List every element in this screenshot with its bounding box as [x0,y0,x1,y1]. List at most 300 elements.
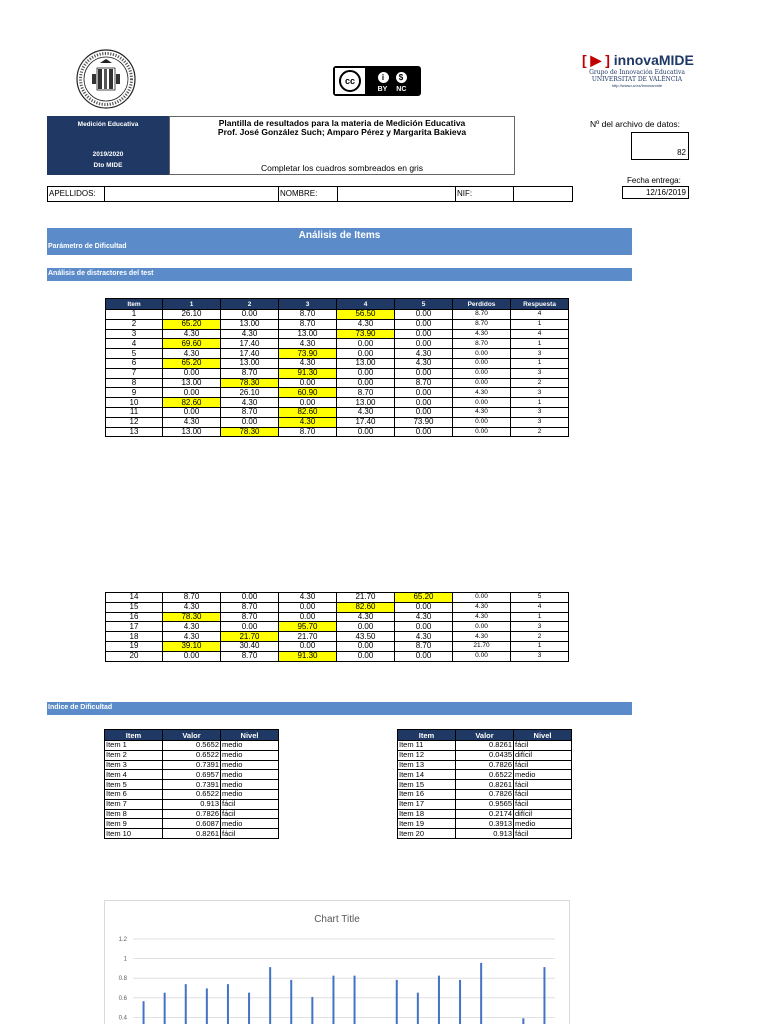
table-cell: 4.30 [395,632,453,642]
table-cell: 3 [106,329,163,339]
table-cell: 0.00 [453,368,511,378]
table-cell: 4 [106,339,163,349]
chart-ytick-label: 0.4 [118,1015,127,1022]
chart-ytick-label: 0.6 [118,995,127,1002]
table-cell: 0.00 [279,641,337,651]
table-cell: 13.00 [337,358,395,368]
data-file-number-field[interactable]: 82 [631,132,689,160]
table-cell: 1 [511,339,569,349]
table-cell: 73.90 [337,329,395,339]
table-cell: 0.00 [453,427,511,437]
table-cell: 20 [106,651,163,661]
chart-bar-item-17 [480,963,482,1024]
table-cell: 8.70 [453,319,511,329]
table-cell: 3 [511,349,569,359]
table-row [106,612,569,622]
table-cell: medio [514,770,572,780]
creative-commons-badge [333,66,421,96]
table-cell: 0.00 [395,602,453,612]
table-cell: 4.30 [453,388,511,398]
table-row [106,368,569,378]
table-row [106,329,569,339]
table-cell: 4.30 [453,407,511,417]
table-cell: 0.00 [337,622,395,632]
table-cell: 0.00 [395,319,453,329]
chart-bar-item-15 [438,976,440,1024]
table-cell: 73.90 [279,349,337,359]
nif-label: NIF: [456,187,514,201]
table-cell: 0.3913 [456,819,514,829]
table-row [398,760,572,770]
index-header-2: Nivel [514,730,572,741]
table-cell: 13.00 [221,358,279,368]
table-cell: 69.60 [163,339,221,349]
chart-bar-item-19 [522,1018,524,1024]
chart-bar-item-9 [311,997,313,1024]
table-cell: 0.6957 [163,770,221,780]
table-cell: 8.70 [395,378,453,388]
play-bracket-icon: [ ▶ ] [582,52,610,68]
table-row [106,593,569,603]
table-cell: 91.30 [279,368,337,378]
table-cell: 8.70 [221,407,279,417]
table-cell: 0.00 [163,407,221,417]
table-row [105,741,279,751]
table-cell: 4.30 [453,602,511,612]
table-cell: 91.30 [279,651,337,661]
data-file-label: Nº del archivo de datos: [590,119,681,129]
table-cell: 8.70 [279,319,337,329]
table-row [106,398,569,408]
noncommercial-icon: $ [394,70,409,85]
table-row [398,741,572,751]
table-row [105,780,279,790]
table-cell: 3 [511,622,569,632]
table-cell: 0.6522 [163,750,221,760]
table-cell: 11 [106,407,163,417]
table-row [105,799,279,809]
table-cell: 60.90 [279,388,337,398]
template-description-box [169,116,515,175]
table-cell: Item 12 [398,750,456,760]
table-row [106,632,569,642]
attribution-icon: i [376,70,391,85]
table-cell: 7 [106,368,163,378]
table-cell: 13.00 [221,319,279,329]
table-row [398,819,572,829]
table-cell: 0.00 [453,417,511,427]
course-info-box [47,116,169,175]
table-cell: fácil [514,829,572,839]
table-cell: Item 5 [105,780,163,790]
index-header-0: Item [398,730,456,741]
difficulty-chart [104,900,570,1024]
table-cell: 2 [511,378,569,388]
nombre-field[interactable] [338,187,456,201]
table-cell: 0.6522 [163,789,221,799]
table-cell: 8.70 [221,368,279,378]
table-cell: 78.30 [221,378,279,388]
table-cell: 4.30 [337,612,395,622]
table-cell: 0.7391 [163,780,221,790]
delivery-date-label: Fecha entrega: [627,176,681,185]
university-seal-logo [72,48,140,110]
table-cell: 0.00 [395,407,453,417]
table-cell: 21.70 [279,632,337,642]
index-header-1: Valor [163,730,221,741]
table-cell: difícil [514,809,572,819]
table-cell: 0.6522 [456,770,514,780]
table-cell: 1 [511,319,569,329]
table-cell: 4.30 [163,329,221,339]
table-cell: 2 [511,632,569,642]
table-row [106,641,569,651]
table-cell: Item 6 [105,789,163,799]
table-cell: Item 10 [105,829,163,839]
table-cell: 4.30 [163,602,221,612]
table-cell: 0.00 [337,368,395,378]
chart-title: Chart Title [314,914,360,925]
table-cell: 30.40 [221,641,279,651]
table-row [106,388,569,398]
chart-bar-item-13 [396,980,398,1024]
index-header-0: Item [105,730,163,741]
table-cell: 0.8261 [456,741,514,751]
table-cell: 0.00 [221,310,279,320]
table-cell: 4.30 [453,612,511,622]
table-cell: 39.10 [163,641,221,651]
table-cell: 0.00 [337,378,395,388]
difficulty-index-bar: Indice de Dificultad [47,702,632,715]
template-authors: Prof. José González Such; Amparo Pérez y Margarita Bakieva [217,127,467,137]
table-cell: 0.00 [395,310,453,320]
table-row [106,407,569,417]
chart-bar-item-4 [206,988,208,1024]
table-cell: 82.60 [279,407,337,417]
table-cell: fácil [514,780,572,790]
table-cell: 0.7826 [163,809,221,819]
dist-header-1: 1 [163,299,221,310]
table-cell: 0.00 [163,388,221,398]
table-cell: 18 [106,632,163,642]
table-cell: 0.00 [279,602,337,612]
table-cell: 2 [106,319,163,329]
table-cell: 4.30 [279,339,337,349]
table-cell: Item 2 [105,750,163,760]
table-cell: 4 [511,310,569,320]
table-cell: medio [221,760,279,770]
table-cell: 4.30 [453,632,511,642]
table-cell: 1 [511,358,569,368]
chart-bar-item-2 [164,993,166,1024]
innova-url-text: http://www.uv.es/innovamide [611,83,663,88]
table-cell: 8 [106,378,163,388]
table-cell: fácil [514,799,572,809]
table-cell: 0.00 [395,398,453,408]
dist-header-2: 2 [221,299,279,310]
table-cell: 4.30 [453,329,511,339]
apellidos-field[interactable] [105,187,279,201]
table-cell: 8.70 [453,310,511,320]
table-row [105,789,279,799]
chart-ytick-label: 0.8 [118,976,127,983]
table-cell: 5 [106,349,163,359]
table-cell: 4.30 [337,407,395,417]
table-cell: Item 4 [105,770,163,780]
dist-header-0: Item [106,299,163,310]
table-cell: 82.60 [163,398,221,408]
table-cell: 0.00 [279,612,337,622]
table-cell: 43.50 [337,632,395,642]
table-cell: 21.70 [221,632,279,642]
table-cell: 0.00 [395,388,453,398]
table-cell: medio [221,750,279,760]
table-row [105,750,279,760]
table-cell: 0.9565 [456,799,514,809]
table-cell: 65.20 [163,319,221,329]
table-cell: 0.7826 [456,789,514,799]
table-cell: 26.10 [221,388,279,398]
table-cell: 17.40 [221,349,279,359]
table-cell: medio [221,741,279,751]
table-row [105,819,279,829]
table-cell: 0.00 [395,622,453,632]
table-row [106,602,569,612]
table-cell: 8.70 [221,651,279,661]
table-row [106,339,569,349]
table-cell: 13.00 [279,329,337,339]
table-cell: 4.30 [395,358,453,368]
table-cell: 3 [511,407,569,417]
table-cell: 15 [106,602,163,612]
table-cell: 4.30 [337,319,395,329]
table-cell: Item 7 [105,799,163,809]
table-cell: difícil [514,750,572,760]
table-cell: Item 9 [105,819,163,829]
chart-bar-item-20 [543,967,545,1024]
table-cell: 0.00 [395,339,453,349]
table-cell: 3 [511,651,569,661]
table-cell: 0.00 [453,358,511,368]
table-row [106,349,569,359]
section-title: Análisis de Items [298,230,381,241]
distractors-bar: Análisis de distractores del test [47,268,632,281]
table-cell: 17.40 [337,417,395,427]
table-cell: 0.00 [337,349,395,359]
table-cell: 0.00 [279,398,337,408]
innova-group-text: Grupo de Innovación Educativa [589,69,685,76]
table-cell: Item 16 [398,789,456,799]
table-cell: 8.70 [279,427,337,437]
table-cell: 0.2174 [456,809,514,819]
table-cell: 0.00 [453,349,511,359]
table-cell: 4.30 [279,417,337,427]
table-cell: Item 1 [105,741,163,751]
template-instructions: Completar los cuadros sombreados en gris [260,163,424,173]
table-cell: 10 [106,398,163,408]
table-cell: 0.00 [453,378,511,388]
table-cell: 14 [106,593,163,603]
nombre-label: NOMBRE: [279,187,338,201]
table-cell: Item 18 [398,809,456,819]
cc-by-label: BY [377,86,388,93]
table-cell: 0.7391 [163,760,221,770]
table-cell: 0.00 [279,378,337,388]
table-cell: fácil [221,829,279,839]
table-cell: 12 [106,417,163,427]
table-cell: 0.913 [456,829,514,839]
table-cell: 8.70 [221,602,279,612]
table-cell: 1 [511,641,569,651]
table-cell: 56.50 [337,310,395,320]
table-cell: 8.70 [337,388,395,398]
table-cell: 3 [511,368,569,378]
table-cell: 0.00 [337,651,395,661]
table-cell: 0.5652 [163,741,221,751]
table-cell: 0.00 [453,593,511,603]
table-cell: 0.913 [163,799,221,809]
difficulty-table-right [397,729,572,839]
chart-bar-item-16 [459,980,461,1024]
table-cell: medio [514,819,572,829]
chart-bar-item-5 [227,984,229,1024]
table-cell: 0.00 [453,398,511,408]
table-cell: 65.20 [163,358,221,368]
dist-header-7: Respuesta [511,299,569,310]
table-row [398,809,572,819]
chart-bar-item-1 [143,1001,145,1024]
table-cell: 5 [511,593,569,603]
table-cell: 0.00 [395,427,453,437]
table-cell: 4.30 [163,622,221,632]
table-cell: 8.70 [395,641,453,651]
table-cell: 6 [106,358,163,368]
course-year: 2019/2020 [92,151,124,158]
table-row [106,417,569,427]
table-cell: 17 [106,622,163,632]
chart-bar-item-6 [248,993,250,1024]
innovamide-text: innovaMIDE [613,52,694,68]
table-cell: 21.70 [337,593,395,603]
table-row [398,829,572,839]
table-cell: 0.00 [163,651,221,661]
cc-icon: cc [339,70,361,92]
cc-nc-label: NC [396,86,407,93]
table-cell: medio [221,780,279,790]
index-header-2: Nivel [221,730,279,741]
table-cell: 1 [511,612,569,622]
chart-bar-item-10 [332,976,334,1024]
difficulty-table-left [104,729,279,839]
table-cell: medio [221,819,279,829]
table-row [106,378,569,388]
chart-ytick-label: 1 [123,956,127,963]
table-cell: 82.60 [337,602,395,612]
table-cell: 65.20 [395,593,453,603]
chart-bar-item-8 [290,980,292,1024]
table-row [105,760,279,770]
table-cell: 0.00 [453,651,511,661]
table-cell: 4.30 [221,398,279,408]
table-cell: 0.00 [337,641,395,651]
table-cell: medio [221,770,279,780]
table-cell: 4.30 [163,632,221,642]
table-cell: medio [221,789,279,799]
table-cell: 4 [511,602,569,612]
delivery-date-field[interactable]: 12/16/2019 [622,186,689,199]
table-cell: 0.00 [221,622,279,632]
table-cell: 95.70 [279,622,337,632]
table-row [106,651,569,661]
table-cell: Item 17 [398,799,456,809]
table-cell: 3 [511,417,569,427]
table-cell: 9 [106,388,163,398]
table-cell: 1 [106,310,163,320]
table-cell: 4.30 [395,349,453,359]
table-cell: 8.70 [221,612,279,622]
chart-bar-item-14 [417,993,419,1024]
table-cell: 0.00 [453,622,511,632]
table-cell: 17.40 [221,339,279,349]
table-cell: 1 [511,398,569,408]
distractor-table-part1 [105,298,569,437]
course-dept: Dto MIDE [93,162,123,169]
table-cell: 4.30 [163,417,221,427]
dist-header-5: 5 [395,299,453,310]
chart-plot [105,901,570,1024]
table-cell: fácil [221,809,279,819]
template-title: Plantilla de resultados para la materia de Medición Educativa [218,118,466,128]
table-row [105,809,279,819]
table-cell: 0.00 [221,593,279,603]
table-row [106,427,569,437]
dist-header-4: 4 [337,299,395,310]
table-cell: 0.6087 [163,819,221,829]
table-cell: 0.0435 [456,750,514,760]
difficulty-parameter-label: Parámetro de Dificultad [48,243,127,250]
table-row [105,770,279,780]
table-cell: 73.90 [395,417,453,427]
course-name: Medición Educativa [77,121,139,128]
table-cell: 13.00 [163,378,221,388]
table-cell: 19 [106,641,163,651]
table-row [398,770,572,780]
table-cell: 26.10 [163,310,221,320]
table-row [398,789,572,799]
table-cell: 8.70 [453,339,511,349]
table-cell: Item 20 [398,829,456,839]
table-cell: 0.00 [337,427,395,437]
table-cell: Item 14 [398,770,456,780]
table-cell: fácil [221,799,279,809]
table-cell: 13 [106,427,163,437]
table-cell: 4.30 [279,593,337,603]
table-row [398,799,572,809]
section-title-bar [47,228,632,255]
chart-bar-item-3 [185,984,187,1024]
table-row [398,750,572,760]
nif-field[interactable] [514,187,572,201]
table-cell: 2 [511,427,569,437]
table-cell: 4.30 [279,358,337,368]
table-row [398,780,572,790]
chart-bar-item-11 [354,976,356,1024]
table-row [106,358,569,368]
table-cell: 4.30 [163,349,221,359]
table-cell: 21.70 [453,641,511,651]
table-cell: 0.7826 [456,760,514,770]
innovamide-logo [582,52,692,88]
